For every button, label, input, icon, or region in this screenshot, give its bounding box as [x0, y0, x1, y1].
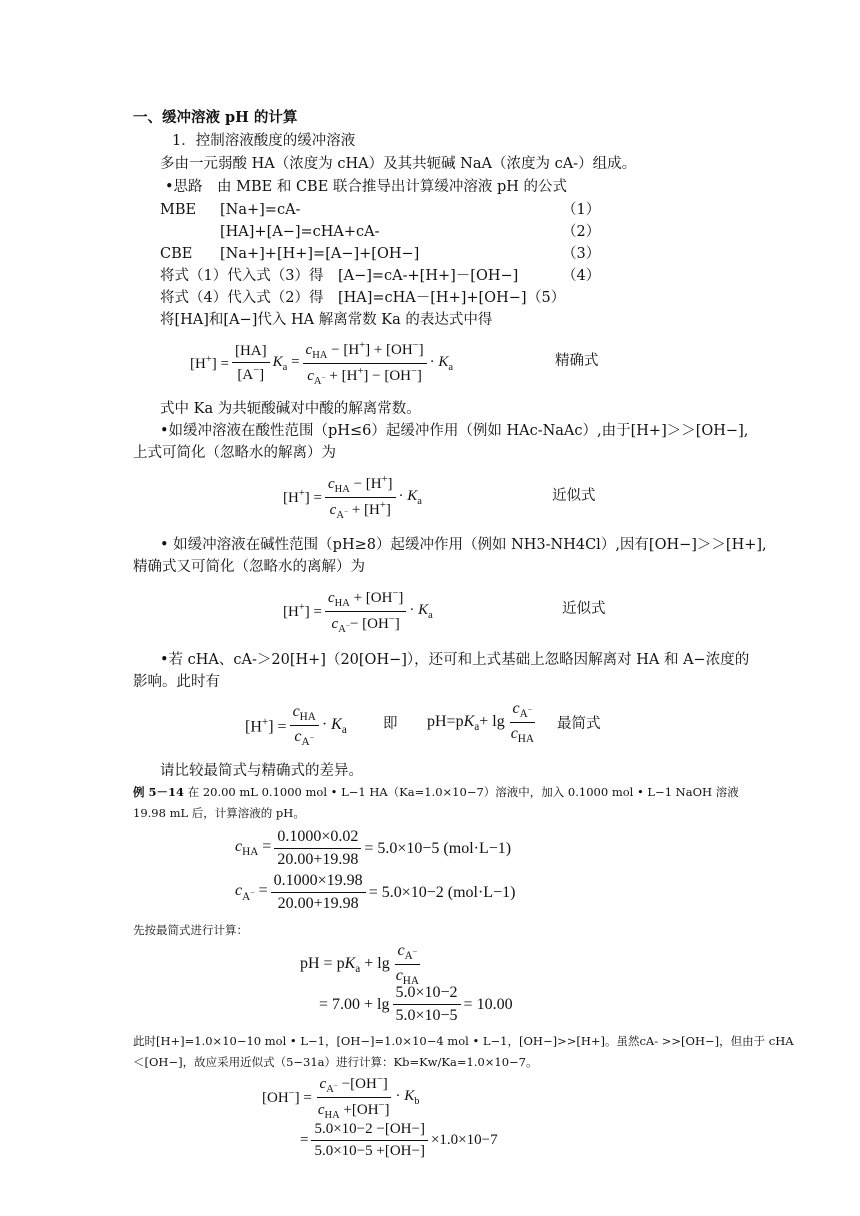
equation-number-2: （2）: [562, 224, 601, 240]
equation-number-3: （3）: [562, 246, 601, 262]
ph-calc-numerator: 5.0×10−2: [393, 984, 461, 1005]
acid-line-1: •如缓冲溶液在酸性范围（pH≤6）起缓冲作用（例如 HAc-NaAc）,由于[H+]＞＞[OH−],: [160, 423, 749, 439]
simple-line-1: •若 cHA、cA-＞20[H+]（20[OH−]），还可和上式基础上忽略因解离对 HA 和 A−浓度的: [160, 652, 750, 668]
equation-4: 将式（1）代入式（3）得 [A−]=cA-+[H+]－[OH−]: [160, 268, 519, 284]
ca-numerator: 0.1000×19.98: [271, 872, 366, 893]
ph-result: = 10.00: [463, 995, 513, 1013]
exact-formula: [H+] = $\frac{[HA]}{[A^-]}$ $K_a$ = $\frac{c_{HA} - [H^+] + [OH^-]}{c_{A^-} + [H^+] - [OH^-]}$ · $K_a$: [190, 340, 454, 387]
intro-text: 多由一元弱酸 HA（浓度为 cHA）及其共轭碱 NaA（浓度为 cA-）组成。: [160, 156, 637, 172]
cha-result: = 5.0×10−5 (mol·L−1): [364, 839, 512, 857]
ca-result: = 5.0×10−2 (mol·L−1): [368, 883, 516, 901]
cha-calculation: $c_{HA}$ = $\frac{0.1000\times 0.02}{20.00+19.98}$ = 5.0×10−5 (mol·L−1): [235, 828, 512, 868]
check-line-1: 此时[H+]=1.0×10−10 mol • L−1，[OH−]=1.0×10−4 mol • L−1，[OH−]>>[H+]。虽然cA- >>[OH−]，但由于 cHA: [133, 1034, 794, 1048]
section-heading: 一、缓冲溶液 pH 的计算: [133, 109, 298, 126]
example-line-2: 19.98 mL 后，计算溶液的 pH。: [133, 806, 305, 820]
oh-calc-tail: ×1.0×10−7: [430, 1132, 498, 1148]
cbe-label: CBE: [160, 246, 193, 262]
base-line-2: 精确式又可简化（忽略水的离解）为: [133, 559, 365, 575]
oh-formula: [OH−] = $\frac{c_{A^-} -[OH^-]}{c_{HA} +[OH^-]}$ · $K_b$: [262, 1074, 420, 1121]
first-calc-text: 先按最简式进行计算：: [133, 923, 248, 937]
simplest-ph-formula: $pH=pK_a+ \lg$ $\frac{c_{A^-}}{c_{HA}}$: [427, 700, 534, 746]
approx-label-base: 近似式: [562, 601, 606, 617]
substitute-text: 将[HA]和[A−]代入 HA 解离常数 Ka 的表达式中得: [160, 312, 493, 328]
equation-2: [HA]+[A−]=cHA+cA-: [220, 224, 380, 240]
base-line-1: • 如缓冲溶液在碱性范围（pH≥8）起缓冲作用（例如 NH3-NH4Cl）,因有[OH−]＞＞[H+],: [160, 537, 767, 553]
simplest-label: 最简式: [557, 716, 601, 732]
equation-1: [Na+]=cA-: [220, 202, 301, 218]
cha-denominator: 20.00+19.98: [277, 851, 359, 868]
mbe-label: MBE: [160, 202, 197, 218]
ca-denominator: 20.00+19.98: [277, 895, 359, 912]
ka-note: 式中 Ka 为共轭酸碱对中酸的解离常数。: [160, 401, 421, 417]
ph-calc-denominator: 5.0×10−5: [395, 1007, 458, 1024]
cha-numerator: 0.1000×0.02: [274, 828, 361, 849]
subsection-title: 1．控制溶液酸度的缓冲溶液: [172, 133, 356, 149]
oh-calculation: = $\frac{5.0\times 10-2 -[OH-]}{5.0\times 10-5 +[OH-]}$ ×1.0×10−7: [300, 1121, 498, 1159]
check-line-2: ＜[OH−]，故应采用近似式（5−31a）进行计算：Kb=Kw/Ka=1.0×10−7。: [133, 1055, 538, 1069]
equation-number-4: （4）: [562, 268, 601, 284]
equation-5: 将式（4）代入式（2）得 [HA]=cHA－[H+]+[OH−]: [160, 290, 527, 306]
example-line-1: [133, 784, 739, 801]
ph-formula: pH = $pK_a + \lg$ $\frac{c_{A^-}}{c_{HA}}$: [300, 942, 419, 988]
equation-3: [Na+]+[H+]=[A−]+[OH−]: [220, 246, 420, 262]
ca-calculation: $c_{A^-}$ = $\frac{0.1000\times 19.98}{20.00+19.98}$ = 5.0×10−2 (mol·L−1): [235, 872, 516, 912]
approx-label-acid: 近似式: [552, 488, 596, 504]
example-text: 在 20.00 mL 0.1000 mol • L−1 HA（Ka=1.0×10−7）溶液中，加入 0.1000 mol • L−1 NaOH 溶液: [187, 785, 739, 799]
exact-label: 精确式: [555, 353, 599, 369]
equation-number-5: （5）: [527, 290, 566, 306]
acid-line-2: 上式可简化（忽略水的解离）为: [133, 445, 336, 461]
oh-calc-denominator: 5.0×10−5 +[OH−]: [314, 1143, 425, 1159]
simple-line-2: 影响。此时有: [133, 674, 220, 690]
equation-number-1: （1）: [562, 202, 601, 218]
ph-calculation: = 7.00 + lg $\frac{5.0\times 10-2}{5.0\times 10-5}$ = 10.00: [319, 984, 513, 1024]
idea-text: •思路 由 MBE 和 CBE 联合推导出计算缓冲溶液 pH 的公式: [165, 179, 568, 195]
approx-formula-acid: [H+] = $\frac{c_{HA} - [H^+]}{c_{A^-} + [H^+]}$ · $K_a$: [283, 474, 422, 521]
example-title: 例 5－14: [133, 785, 185, 799]
oh-calc-numerator: 5.0×10−2 −[OH−]: [311, 1121, 428, 1141]
ji-text: 即: [383, 716, 398, 732]
simplest-formula: [H+] = $\frac{c_{HA}}{c_{A^-}}$ · $K_a$: [245, 703, 347, 749]
approx-formula-base: [H+] = $\frac{c_{HA} + [OH^-]}{c_{A^-}- [OH^-]}$ · $K_a$: [283, 588, 433, 635]
compare-text: 请比较最简式与精确式的差异。: [160, 763, 363, 779]
